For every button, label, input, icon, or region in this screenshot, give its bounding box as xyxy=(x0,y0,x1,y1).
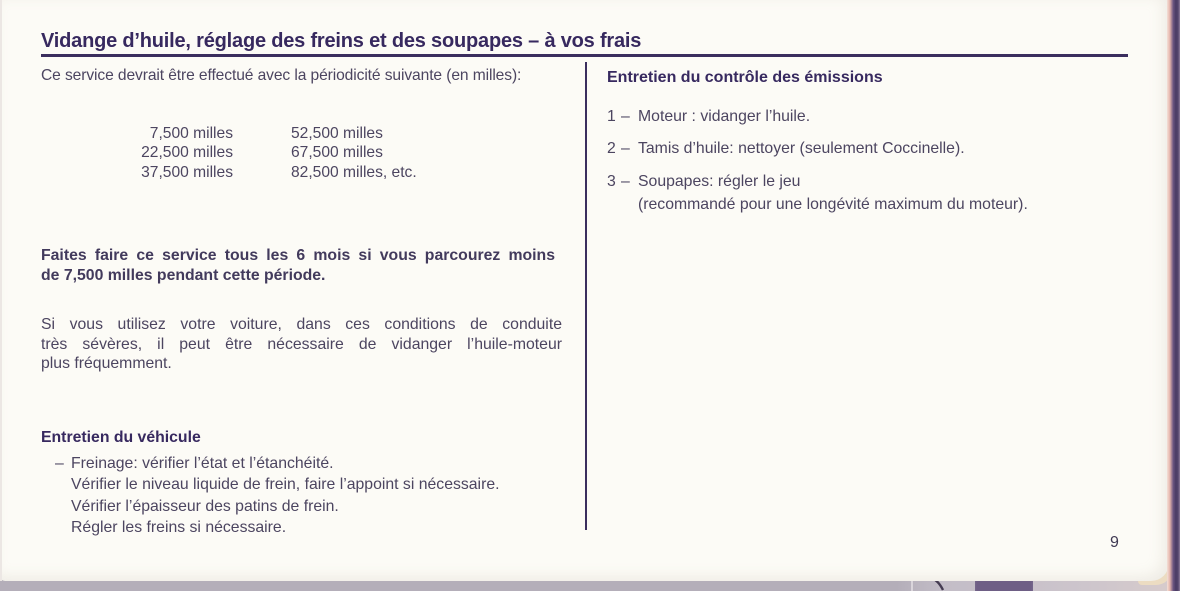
item-number: 2 xyxy=(607,140,616,157)
item-dash: – xyxy=(621,173,630,190)
paragraph-line: Si vous utilisez votre voiture, dans ces conditions de conduite xyxy=(41,316,562,333)
mileage-column-2 xyxy=(291,124,417,182)
list-line: Vérifier le niveau liquide de frein, faire l’appoint si nécessaire. xyxy=(71,476,500,494)
mileage-cell: 82,500 milles, etc. xyxy=(291,163,417,181)
item-text: Soupapes: régler le jeu xyxy=(638,173,801,190)
list-line: Vérifier l’épaisseur des patins de frein. xyxy=(71,497,339,515)
mileage-cell: 52,500 milles xyxy=(291,125,383,142)
item-number: 3 xyxy=(607,173,616,190)
item-dash: – xyxy=(621,108,630,125)
mileage-cell: 22,500 milles xyxy=(141,144,233,162)
mileage-column-1 xyxy=(75,124,233,182)
mileage-cell: 7,500 milles xyxy=(149,125,233,142)
mileage-table xyxy=(75,124,417,182)
mileage-cell: 37,500 milles xyxy=(141,163,233,181)
emissions-item-1 xyxy=(607,109,810,125)
severe-conditions-paragraph xyxy=(41,315,562,374)
emissions-maintenance-heading: Entretien du contrôle des émissions xyxy=(607,69,883,86)
paragraph-line: plus fréquemment. xyxy=(41,355,172,373)
list-dash: – xyxy=(55,455,64,472)
mileage-cell: 67,500 milles xyxy=(291,144,383,162)
item-number: 1 xyxy=(607,108,616,125)
page-title: Vidange d’huile, réglage des freins et des soupapes – à vos frais xyxy=(41,30,642,53)
notice-line: de 7,500 milles pendant cette période. xyxy=(41,266,326,284)
page-number: 9 xyxy=(1110,534,1119,551)
title-rule xyxy=(41,54,1128,57)
emissions-item-2 xyxy=(607,141,965,157)
paragraph-line: très sévères, il peut être nécessaire de vidanger l’huile-moteur xyxy=(41,335,562,353)
column-divider xyxy=(585,62,587,530)
list-line: Régler les freins si nécessaire. xyxy=(71,519,287,537)
list-line: Freinage: vérifier l’état et l’étanchéité. xyxy=(71,455,334,472)
emissions-item-3 xyxy=(607,174,1028,215)
item-text: Moteur : vidanger l’huile. xyxy=(638,108,811,125)
notice-line: Faites faire ce service tous les 6 mois si vous parcourez moins xyxy=(41,247,555,264)
item-subtext: (recommandé pour une longévité maximum du moteur). xyxy=(638,195,1028,213)
list-item-lines xyxy=(71,453,500,539)
book-binding-edge xyxy=(1167,0,1180,591)
item-text: Tamis d’huile: nettoyer (seulement Coccinelle). xyxy=(638,140,965,157)
vehicle-maintenance-list xyxy=(55,453,500,539)
page-left-edge xyxy=(0,0,2,581)
six-month-notice xyxy=(41,246,555,285)
vehicle-maintenance-heading: Entretien du véhicule xyxy=(41,429,201,446)
service-interval-intro: Ce service devrait être effectué avec la périodicité suivante (en milles): xyxy=(41,67,522,84)
item-dash: – xyxy=(621,140,630,157)
